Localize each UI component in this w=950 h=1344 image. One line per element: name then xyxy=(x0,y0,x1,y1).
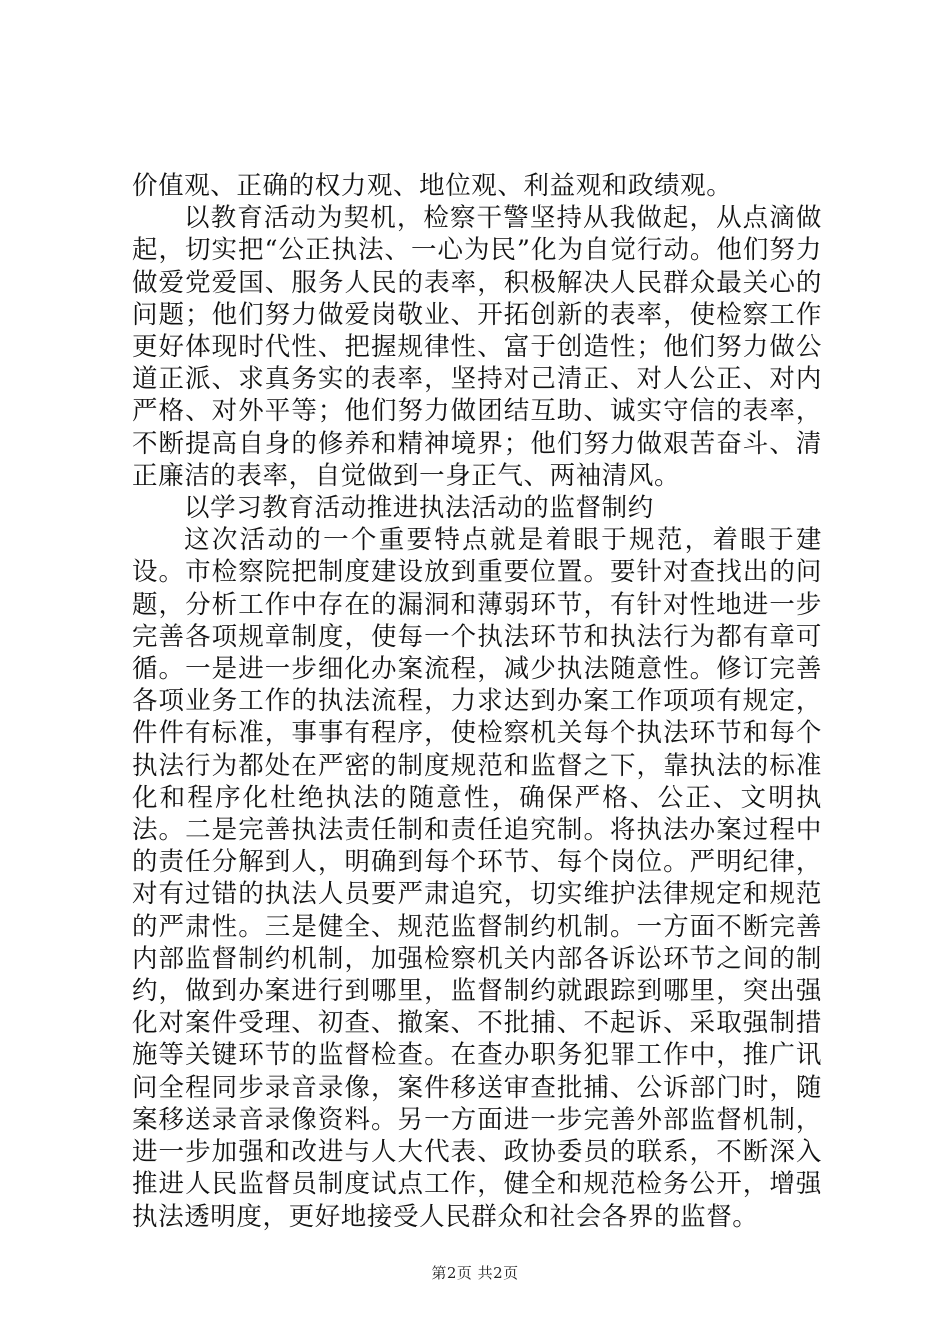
page-footer: 第2页 共2页 xyxy=(431,1264,519,1282)
section-heading-supervision: 以学习教育活动推进执法活动的监督制约 xyxy=(184,493,654,524)
paragraph-education-activity: 以教育活动为契机，检察干警坚持从我做起，从点滴做起，切实把“公正执法、一心为民”化为自觉行动。他们努力做爱党爱国、服务人民的表率，积极解决人民群众最关心的问题；他们努力做爱岗敬业、开拓创新的表率，使检察工作更好体现时代性、把握规律性、富于创造性；他们努力做公道正派、求真务实的表率，坚持对己清正、对人公正、对内严格、对外平等；他们努力做团结互助、诚实守信的表率，不断提高自身的修养和精神境界；他们努力做艰苦奋斗、清正廉洁的表率，自觉做到一身正气、两袖清风。 xyxy=(132,203,822,491)
document-body xyxy=(132,170,822,1233)
paragraph-institution-building: 这次活动的一个重要特点就是着眼于规范，着眼于建设。市检察院把制度建设放到重要位置。要针对查找出的问题，分析工作中存在的漏洞和薄弱环节，有针对性地进一步完善各项规章制度，使每一个执法环节和执法行为都有章可循。一是进一步细化办案流程，减少执法随意性。修订完善各项业务工作的执法流程，力求达到办案工作项项有规定，件件有标准，事事有程序，使检察机关每个执法环节和每个执法行为都处在严密的制度规范和监督之下，靠执法的标准化和程序化杜绝执法的随意性，确保严格、公正、文明执法。二是完善执法责任制和责任追究制。将执法办案过程中的责任分解到人，明确到每个环节、每个岗位。严明纪律，对有过错的执法人员要严肃追究，切实维护法律规定和规范的严肃性。三是健全、规范监督制约机制。一方面不断完善内部监督制约机制，加强检察机关内部各诉讼环节之间的制约，做到办案进行到哪里，监督制约就跟踪到哪里，突出强化对案件受理、初查、撤案、不批捕、不起诉、采取强制措施等关键环节的监督检查。在查办职务犯罪工作中，推广讯问全程同步录音录像，案件移送审查批捕、公诉部门时，随案移送录音录像资料。另一方面进一步完善外部监督机制，进一步加强和改进与人大代表、政协委员的联系，不断深入推进人民监督员制度试点工作，健全和规范检务公开，增强执法透明度，更好地接受人民群众和社会各界的监督。 xyxy=(132,525,822,1232)
paragraph-continuation: 价值观、正确的权力观、地位观、利益观和政绩观。 xyxy=(132,171,733,201)
